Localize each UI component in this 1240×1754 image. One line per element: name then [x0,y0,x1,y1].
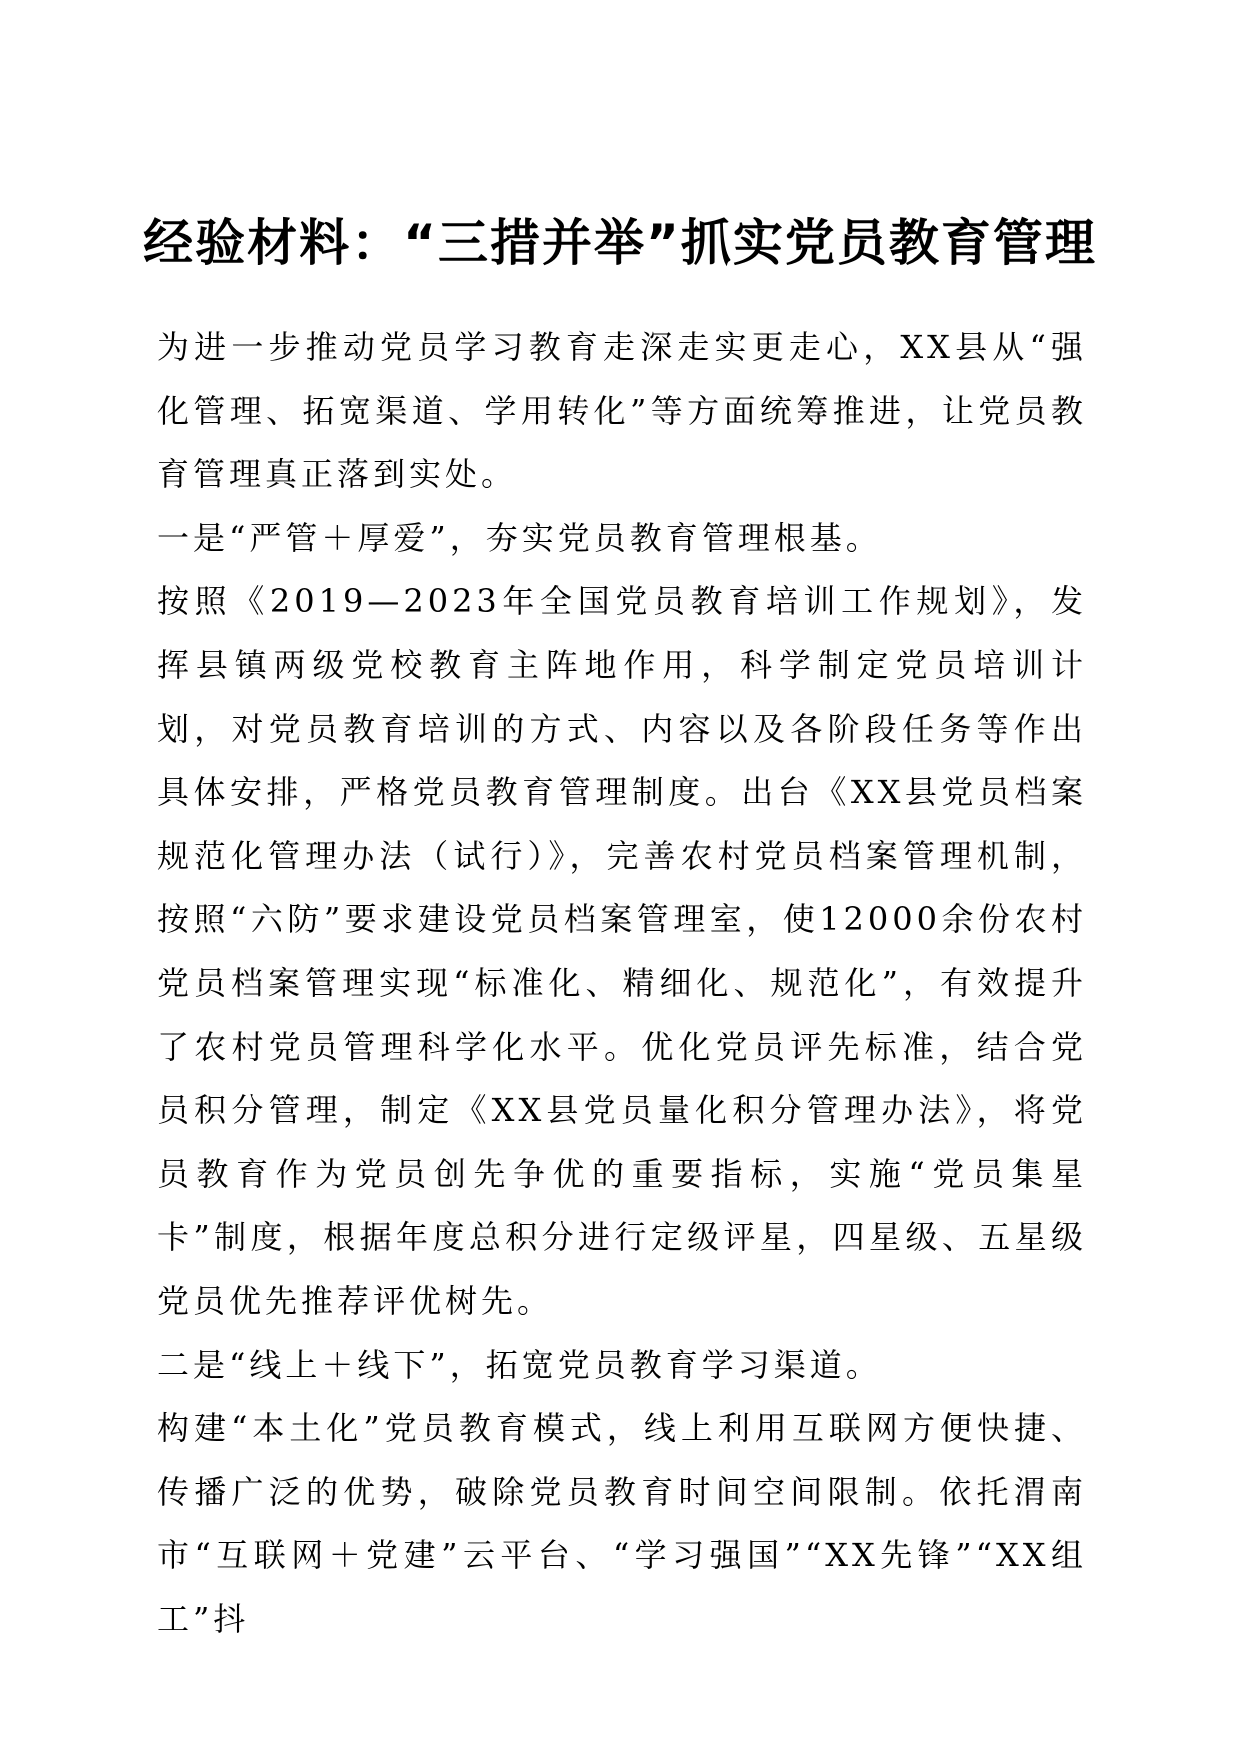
section-heading-2: 二是“线上＋线下”，拓宽党员教育学习渠道。 [157,1345,882,1384]
section-1-body: 按照《2019—2023年全国党员教育培训工作规划》，发挥县镇两级党校教育主阵地作用，科学制定党员培训计划，对党员教育培训的方式、内容以及各阶段任务等作出具体安排，严格党员教育管理制度。出台《XX县党员档案规范化管理办法（试行）》，完善农村党员档案管理机制，按照“六防”要求建设党员档案管理室，使12000余份农村党员档案管理实现“标准化、精细化、规范化”，有效提升了农村党员管理科学化水平。优化党员评先标准，结合党员积分管理，制定《XX县党员量化积分管理办法》，将党员教育作为党员创先争优的重要指标，实施“党员集星卡”制度，根据年度总积分进行定级评星，四星级、五星级党员优先推荐评优树先。 [157,582,1087,1320]
intro-paragraph: 为进一步推动党员学习教育走深走实更走心，XX县从“强化管理、拓宽渠道、学用转化”等方面统筹推进，让党员教育管理真正落到实处。 [157,328,1087,494]
section-2-body: 构建“本土化”党员教育模式，线上利用互联网方便快捷、传播广泛的优势，破除党员教育时间空间限制。依托渭南市“互联网＋党建”云平台、“学习强国”“XX先锋”“XX组工”抖 [157,1409,1087,1638]
document-title: 经验材料：“三措并举”抓实党员教育管理 [143,214,1097,272]
section-heading-1: 一是“严管＋厚爱”，夯实党员教育管理根基。 [157,518,882,557]
document-body [157,316,1087,1651]
